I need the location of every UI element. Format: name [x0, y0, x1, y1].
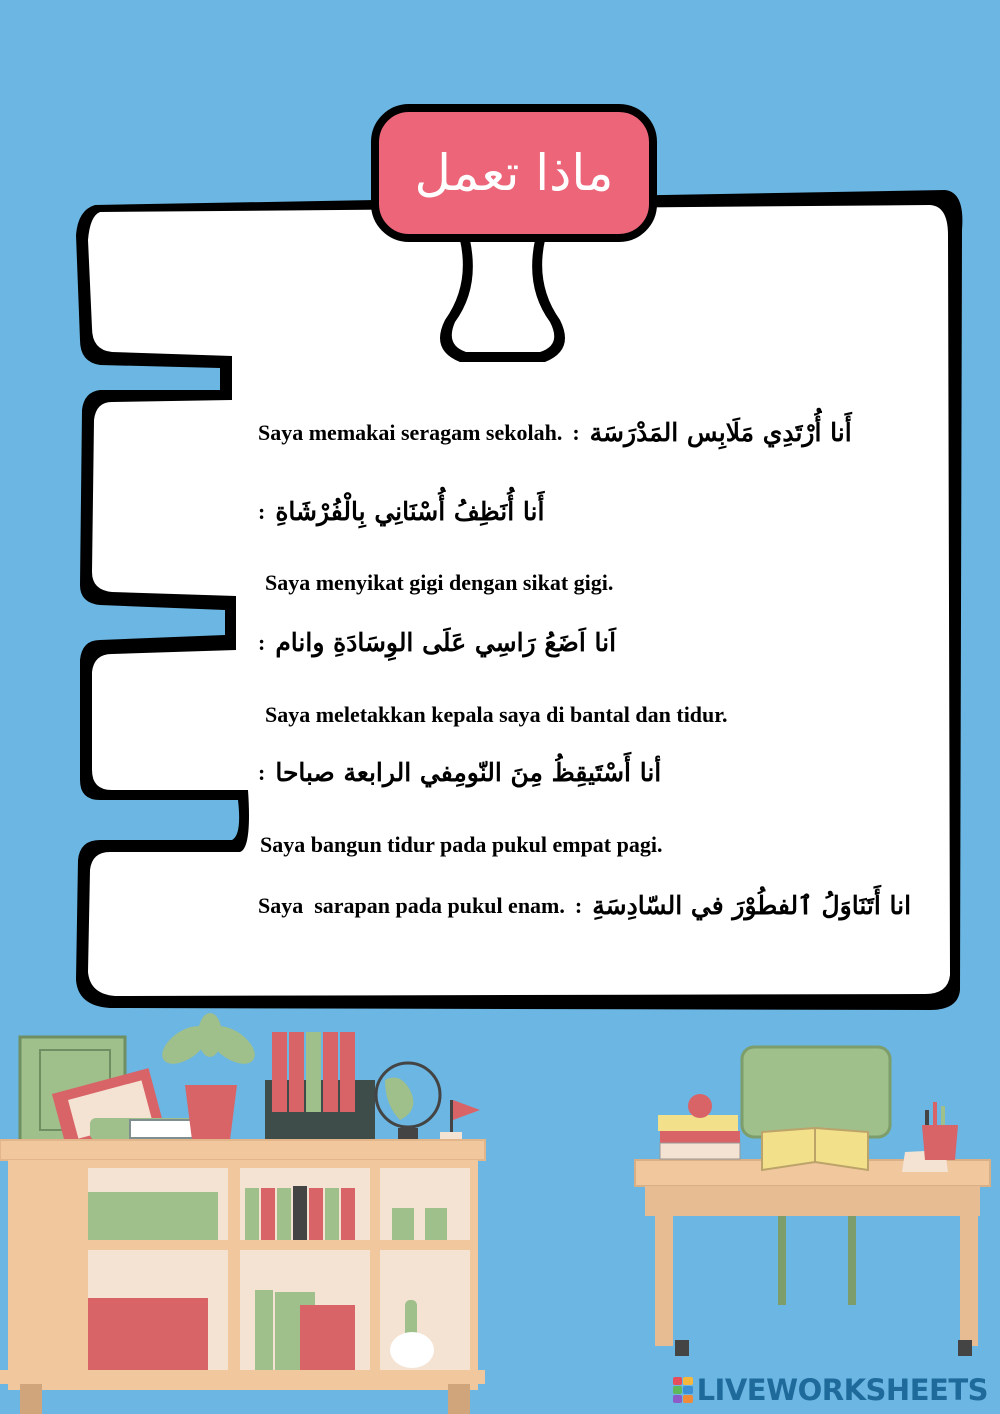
malay-sentence-5: Saya sarapan pada pukul enam. [258, 892, 565, 918]
colon-4: : [258, 759, 266, 785]
arabic-sentence-1: أَنا أُرْتَدِي مَلَابِس المَدْرَسَة [589, 418, 852, 447]
sentence-row-5 [258, 891, 911, 920]
bookshelf [0, 1013, 485, 1414]
colon-2: : [258, 498, 266, 524]
malay-sentence-2: Saya menyikat gigi dengan sikat gigi. [265, 570, 614, 595]
malay-sentence-1: Saya memakai seragam sekolah. [258, 419, 563, 445]
liveworksheets-watermark [673, 1372, 988, 1408]
arabic-sentence-2: أَنا أُنَظِفُ أُسْنَانِي بِالْفُرْشَاةِ [275, 497, 545, 526]
desk [635, 1047, 990, 1356]
sentence-row-3 [258, 628, 616, 657]
colon-3: : [258, 629, 266, 655]
page-title: ماذا تعمل [371, 104, 657, 242]
malay-sentence-3: Saya meletakkan kepala saya di bantal dan tidur. [265, 702, 728, 727]
arabic-sentence-3: اَنا اَضَعُ رَاسِي عَلَى الوِسَادَةِ وانام [275, 628, 617, 657]
watermark-text: LIVEWORKSHEETS [696, 1373, 988, 1407]
arabic-sentence-5: انا أَتَنَاوَلُ ٱلفطُوْرَ في السّادِسَةِ [592, 891, 912, 920]
colon-5: : [574, 892, 583, 918]
malay-sentence-4: Saya bangun tidur pada pukul empat pagi. [260, 832, 663, 857]
liveworksheets-logo-icon [673, 1377, 693, 1403]
sentence-row-2 [258, 497, 544, 526]
arabic-sentence-4: أنا أَسْتَيقِظُ مِنَ النّومِفي الرابعة صباحا [275, 758, 662, 787]
sentence-row-1 [258, 418, 852, 447]
sentence-row-4 [258, 758, 661, 787]
colon-1: : [572, 419, 580, 445]
